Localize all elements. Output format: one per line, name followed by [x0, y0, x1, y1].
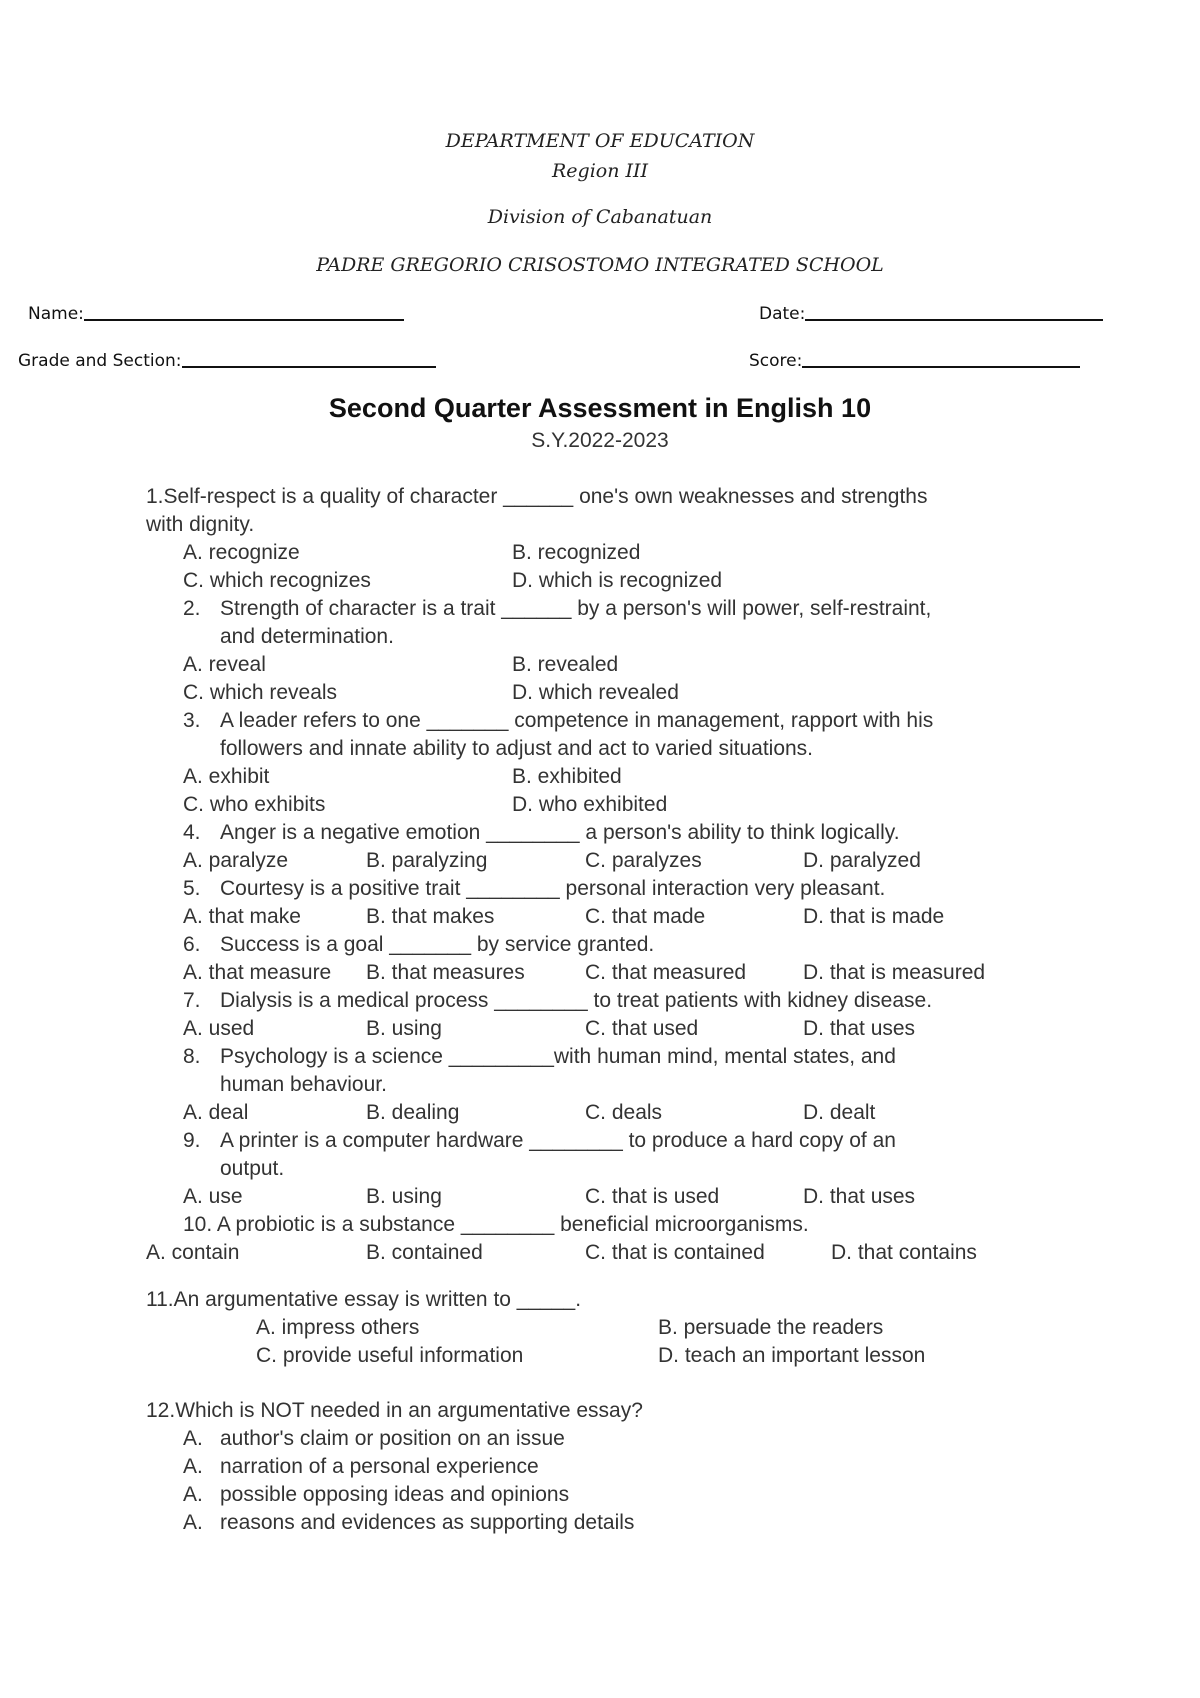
- q11-choice-a: A. impress others: [256, 1316, 420, 1339]
- q6-stem-line-1: Success is a goal _______ by service granted.: [220, 933, 655, 956]
- q5-number: 5.: [183, 877, 201, 900]
- q2-number: 2.: [183, 597, 201, 620]
- q10-choice-a: A. contain: [146, 1241, 240, 1264]
- grade-section-field: [18, 350, 436, 371]
- q7-choice-b: B. using: [366, 1017, 442, 1040]
- q11-choice-d: D. teach an important lesson: [658, 1344, 926, 1367]
- q4-number: 4.: [183, 821, 201, 844]
- q12-choice-1-letter: A.: [183, 1427, 203, 1450]
- q8-number: 8.: [183, 1045, 201, 1068]
- q3-choice-c: C. who exhibits: [183, 793, 326, 816]
- q7-choice-c: C. that used: [585, 1017, 699, 1040]
- score-blank: [802, 350, 1080, 368]
- q3-stem-line-2: followers and innate ability to adjust and act to varied situations.: [220, 737, 814, 760]
- q12-choice-1-text: author's claim or position on an issue: [220, 1427, 565, 1450]
- q10-choice-c: C. that is contained: [585, 1241, 765, 1264]
- name-blank: [84, 303, 404, 321]
- school-year: S.Y.2022-2023: [531, 429, 669, 452]
- q8-stem-line-1: Psychology is a science _________with human mind, mental states, and: [220, 1045, 896, 1068]
- q5-choice-a: A. that make: [183, 905, 301, 928]
- q5-stem-line-1: Courtesy is a positive trait ________ personal interaction very pleasant.: [220, 877, 886, 900]
- q4-choice-a: A. paralyze: [183, 849, 289, 872]
- q9-choice-a: A. use: [183, 1185, 243, 1208]
- q10-stem-line-1: 10. A probiotic is a substance ________ beneficial microorganisms.: [183, 1213, 809, 1236]
- q3-choice-b: B. exhibited: [512, 765, 622, 788]
- q8-choice-a: A. deal: [183, 1101, 249, 1124]
- q1-choice-b: B. recognized: [512, 541, 641, 564]
- q3-number: 3.: [183, 709, 201, 732]
- q1-choice-c: C. which recognizes: [183, 569, 371, 592]
- q7-choice-a: A. used: [183, 1017, 255, 1040]
- q3-choice-a: A. exhibit: [183, 765, 270, 788]
- score-field: [749, 350, 1080, 371]
- page-title: Second Quarter Assessment in English 10: [328, 393, 872, 423]
- division-heading: Division of Cabanatuan: [487, 206, 713, 228]
- region-heading: Region III: [551, 160, 649, 182]
- q12-choice-2-letter: A.: [183, 1455, 203, 1478]
- q11-choice-c: C. provide useful information: [256, 1344, 524, 1367]
- q4-stem-line-1: Anger is a negative emotion ________ a person's ability to think logically.: [220, 821, 900, 844]
- q2-choice-d: D. which revealed: [512, 681, 679, 704]
- q1-stem-line-1: 1.Self-respect is a quality of character ______ one's own weaknesses and strengths: [146, 485, 928, 508]
- date-blank: [805, 303, 1103, 321]
- q8-choice-c: C. deals: [585, 1101, 663, 1124]
- department-heading: DEPARTMENT OF EDUCATION: [445, 130, 755, 152]
- q4-choice-d: D. paralyzed: [803, 849, 921, 872]
- q7-number: 7.: [183, 989, 201, 1012]
- q8-choice-d: D. dealt: [803, 1101, 876, 1124]
- q12-stem-line-1: 12.Which is NOT needed in an argumentative essay?: [146, 1399, 643, 1422]
- q9-stem-line-2: output.: [220, 1157, 285, 1180]
- q2-choice-a: A. reveal: [183, 653, 266, 676]
- q9-number: 9.: [183, 1129, 201, 1152]
- q12-choice-3-text: possible opposing ideas and opinions: [220, 1483, 570, 1506]
- q12-choice-3-letter: A.: [183, 1483, 203, 1506]
- q8-choice-b: B. dealing: [366, 1101, 460, 1124]
- q10-choice-b: B. contained: [366, 1241, 483, 1264]
- q5-choice-d: D. that is made: [803, 905, 945, 928]
- q9-choice-d: D. that uses: [803, 1185, 916, 1208]
- score-label: Score:: [749, 351, 803, 371]
- q9-choice-b: B. using: [366, 1185, 442, 1208]
- q6-choice-a: A. that measure: [183, 961, 332, 984]
- q6-choice-d: D. that is measured: [803, 961, 986, 984]
- name-label: Name:: [28, 304, 84, 324]
- date-field: [759, 303, 1103, 324]
- q12-choice-4-text: reasons and evidences as supporting details: [220, 1511, 635, 1534]
- q2-choice-c: C. which reveals: [183, 681, 338, 704]
- q9-stem-line-1: A printer is a computer hardware ________ to produce a hard copy of an: [220, 1129, 896, 1152]
- q8-stem-line-2: human behaviour.: [220, 1073, 387, 1096]
- q2-stem-line-1: Strength of character is a trait ______ by a person's will power, self-restraint,: [220, 597, 932, 620]
- q3-choice-d: D. who exhibited: [512, 793, 668, 816]
- q1-choice-d: D. which is recognized: [512, 569, 723, 592]
- q5-choice-b: B. that makes: [366, 905, 495, 928]
- q1-choice-a: A. recognize: [183, 541, 300, 564]
- q4-choice-c: C. paralyzes: [585, 849, 702, 872]
- q4-choice-b: B. paralyzing: [366, 849, 488, 872]
- q6-choice-b: B. that measures: [366, 961, 525, 984]
- q12-choice-2-text: narration of a personal experience: [220, 1455, 539, 1478]
- q7-stem-line-1: Dialysis is a medical process ________ to treat patients with kidney disease.: [220, 989, 933, 1012]
- q3-stem-line-1: A leader refers to one _______ competence in management, rapport with his: [220, 709, 934, 732]
- q7-choice-d: D. that uses: [803, 1017, 916, 1040]
- q12-choice-4-letter: A.: [183, 1511, 203, 1534]
- q9-choice-c: C. that is used: [585, 1185, 720, 1208]
- q10-choice-d: D. that contains: [831, 1241, 977, 1264]
- q5-choice-c: C. that made: [585, 905, 706, 928]
- q1-stem-line-2: with dignity.: [146, 513, 255, 536]
- grade-section-blank: [182, 350, 436, 368]
- q2-choice-b: B. revealed: [512, 653, 619, 676]
- name-field: [28, 303, 404, 324]
- q6-choice-c: C. that measured: [585, 961, 747, 984]
- school-heading: PADRE GREGORIO CRISOSTOMO INTEGRATED SCHOOL: [316, 254, 884, 276]
- q2-stem-line-2: and determination.: [220, 625, 394, 648]
- grade-section-label: Grade and Section:: [18, 351, 182, 371]
- q11-stem-line-1: 11.An argumentative essay is written to _____.: [146, 1288, 582, 1311]
- date-label: Date:: [759, 304, 806, 324]
- q11-choice-b: B. persuade the readers: [658, 1316, 884, 1339]
- q6-number: 6.: [183, 933, 201, 956]
